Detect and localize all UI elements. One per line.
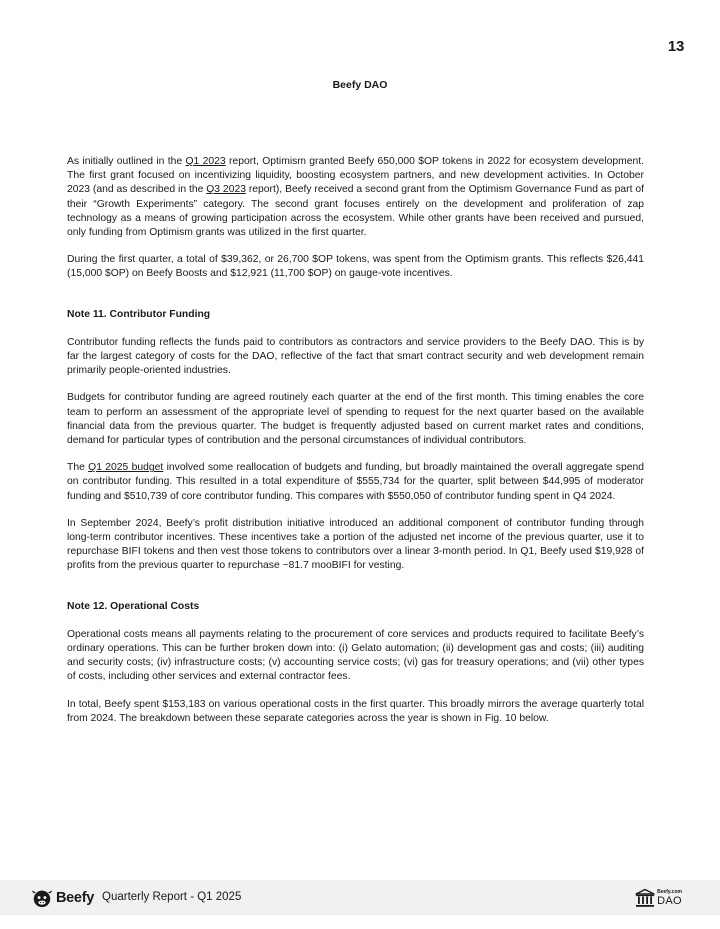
paragraph-profit-distribution: In September 2024, Beefy’s profit distribution initiative introduced an additional component of contributor funding through long-term contributor incentives. These incentives take a portion of the adjusted net income of the previous quarter, use it to repurchase BIFI tokens and then vest those tokens to contributors over a linear 3-month period. In Q1, Beefy used $19,928 of profits from the previous quarter to repurchase ~81.7 mooBIFI for vesting. <box>67 517 644 572</box>
q3-2023-report-link[interactable]: Q3 2023 <box>206 184 246 196</box>
paragraph-text: The <box>67 462 89 474</box>
beefy-brand-name: Beefy <box>56 890 94 906</box>
report-label: Quarterly Report - Q1 2025 <box>102 891 242 903</box>
page-number: 13 <box>667 38 684 55</box>
note-11-heading: Note 11. Contributor Funding <box>67 308 211 320</box>
paragraph-text: As initially outlined in the <box>67 156 186 167</box>
document-header-title: Beefy DAO <box>332 79 388 91</box>
paragraph-optimism-spend: During the first quarter, a total of $39,362, or 26,700 $OP tokens, was spent from the Optimism grants. This reflects $26,441 (15,000 $OP) on Beefy Boosts and $12,921 (11,700 $OP) on gauge-vote incentives. <box>67 254 644 280</box>
dao-logo-text <box>657 889 682 907</box>
paragraph-operational-costs-definition: Operational costs means all payments relating to the procurement of core services and products required to facilitate Beefy’s ordinary operations. This can be further broken down into: (i) Gelato automation; (ii) development gas and costs; (iii) auditing and security costs; (iv) infrastructure costs; (v) accounting service costs; (vi) gas for treasury operations; and (vii) other types of costs, including other services and external contractor fees. <box>67 628 644 683</box>
beefy-dao-logo <box>635 887 682 909</box>
beefy-logo <box>31 886 94 910</box>
paragraph-contributor-budgets: Budgets for contributor funding are agreed routinely each quarter at the end of the first month. This timing enables the core team to perform an assessment of the appropriate level of spending to request for the next quarter based on the available financial data from the previous quarter. The budget is frequently adjusted based on current market rates and conditions, demand for particular types of contribution and the personal circumstances of individual contributors. <box>67 392 644 447</box>
document-body <box>67 155 644 739</box>
paragraph-q1-budget <box>67 461 644 504</box>
paragraph-contributor-funding-intro: Contributor funding reflects the funds paid to contributors as contractors and service providers to the Beefy DAO. This is by far the largest category of costs for the DAO, reflective of the fact that smart contract security and web development remain primarily people-oriented industries. <box>67 336 644 377</box>
page-footer <box>0 880 720 915</box>
paragraph-optimism-grants <box>67 155 644 240</box>
paragraph-text: involved some reallocation of budgets and funding, but broadly maintained the overall aggregate spend on contributor funding. This resulted in a total expenditure of $555,734 for the quarter, split between $44,995 of moderator funding and $510,739 of core contributor funding. This compares with $550,050 of contributor funding spent in Q4 2024. <box>67 462 644 502</box>
dao-logo-big-text: DAO <box>657 895 682 907</box>
dao-logo-small-text: Beefy.com <box>657 889 682 895</box>
paragraph-text: report), Beefy received a second grant from the Optimism Governance Fund as part of their “Growth Experiments” category. The second grant focuses entirely on the development and proliferation of zap technology as a means of growing participation across the ecosystem. While other grants have been received and pursued, only funding from Optimism grants was utilized in the first quarter. <box>67 184 644 239</box>
paragraph-text: report, Optimism granted Beefy 650,000 $OP tokens in 2022 for ecosystem development. The first grant focused on incentivizing liquidity, boosting ecosystem partners, and new development activities. In October 2023 (and as described in the <box>67 156 644 196</box>
q1-2025-budget-link[interactable]: Q1 2025 budget <box>88 462 164 474</box>
bank-building-icon <box>635 888 655 908</box>
beefy-cow-logo-icon <box>31 887 53 909</box>
note-12-heading: Note 12. Operational Costs <box>67 600 200 612</box>
paragraph-operational-costs-total: In total, Beefy spent $153,183 on various operational costs in the first quarter. This broadly mirrors the average quarterly total from 2024. The breakdown between these separate categories across the year is shown in Fig. 10 below. <box>67 698 644 724</box>
q1-2023-report-link[interactable]: Q1 2023 <box>185 156 226 167</box>
